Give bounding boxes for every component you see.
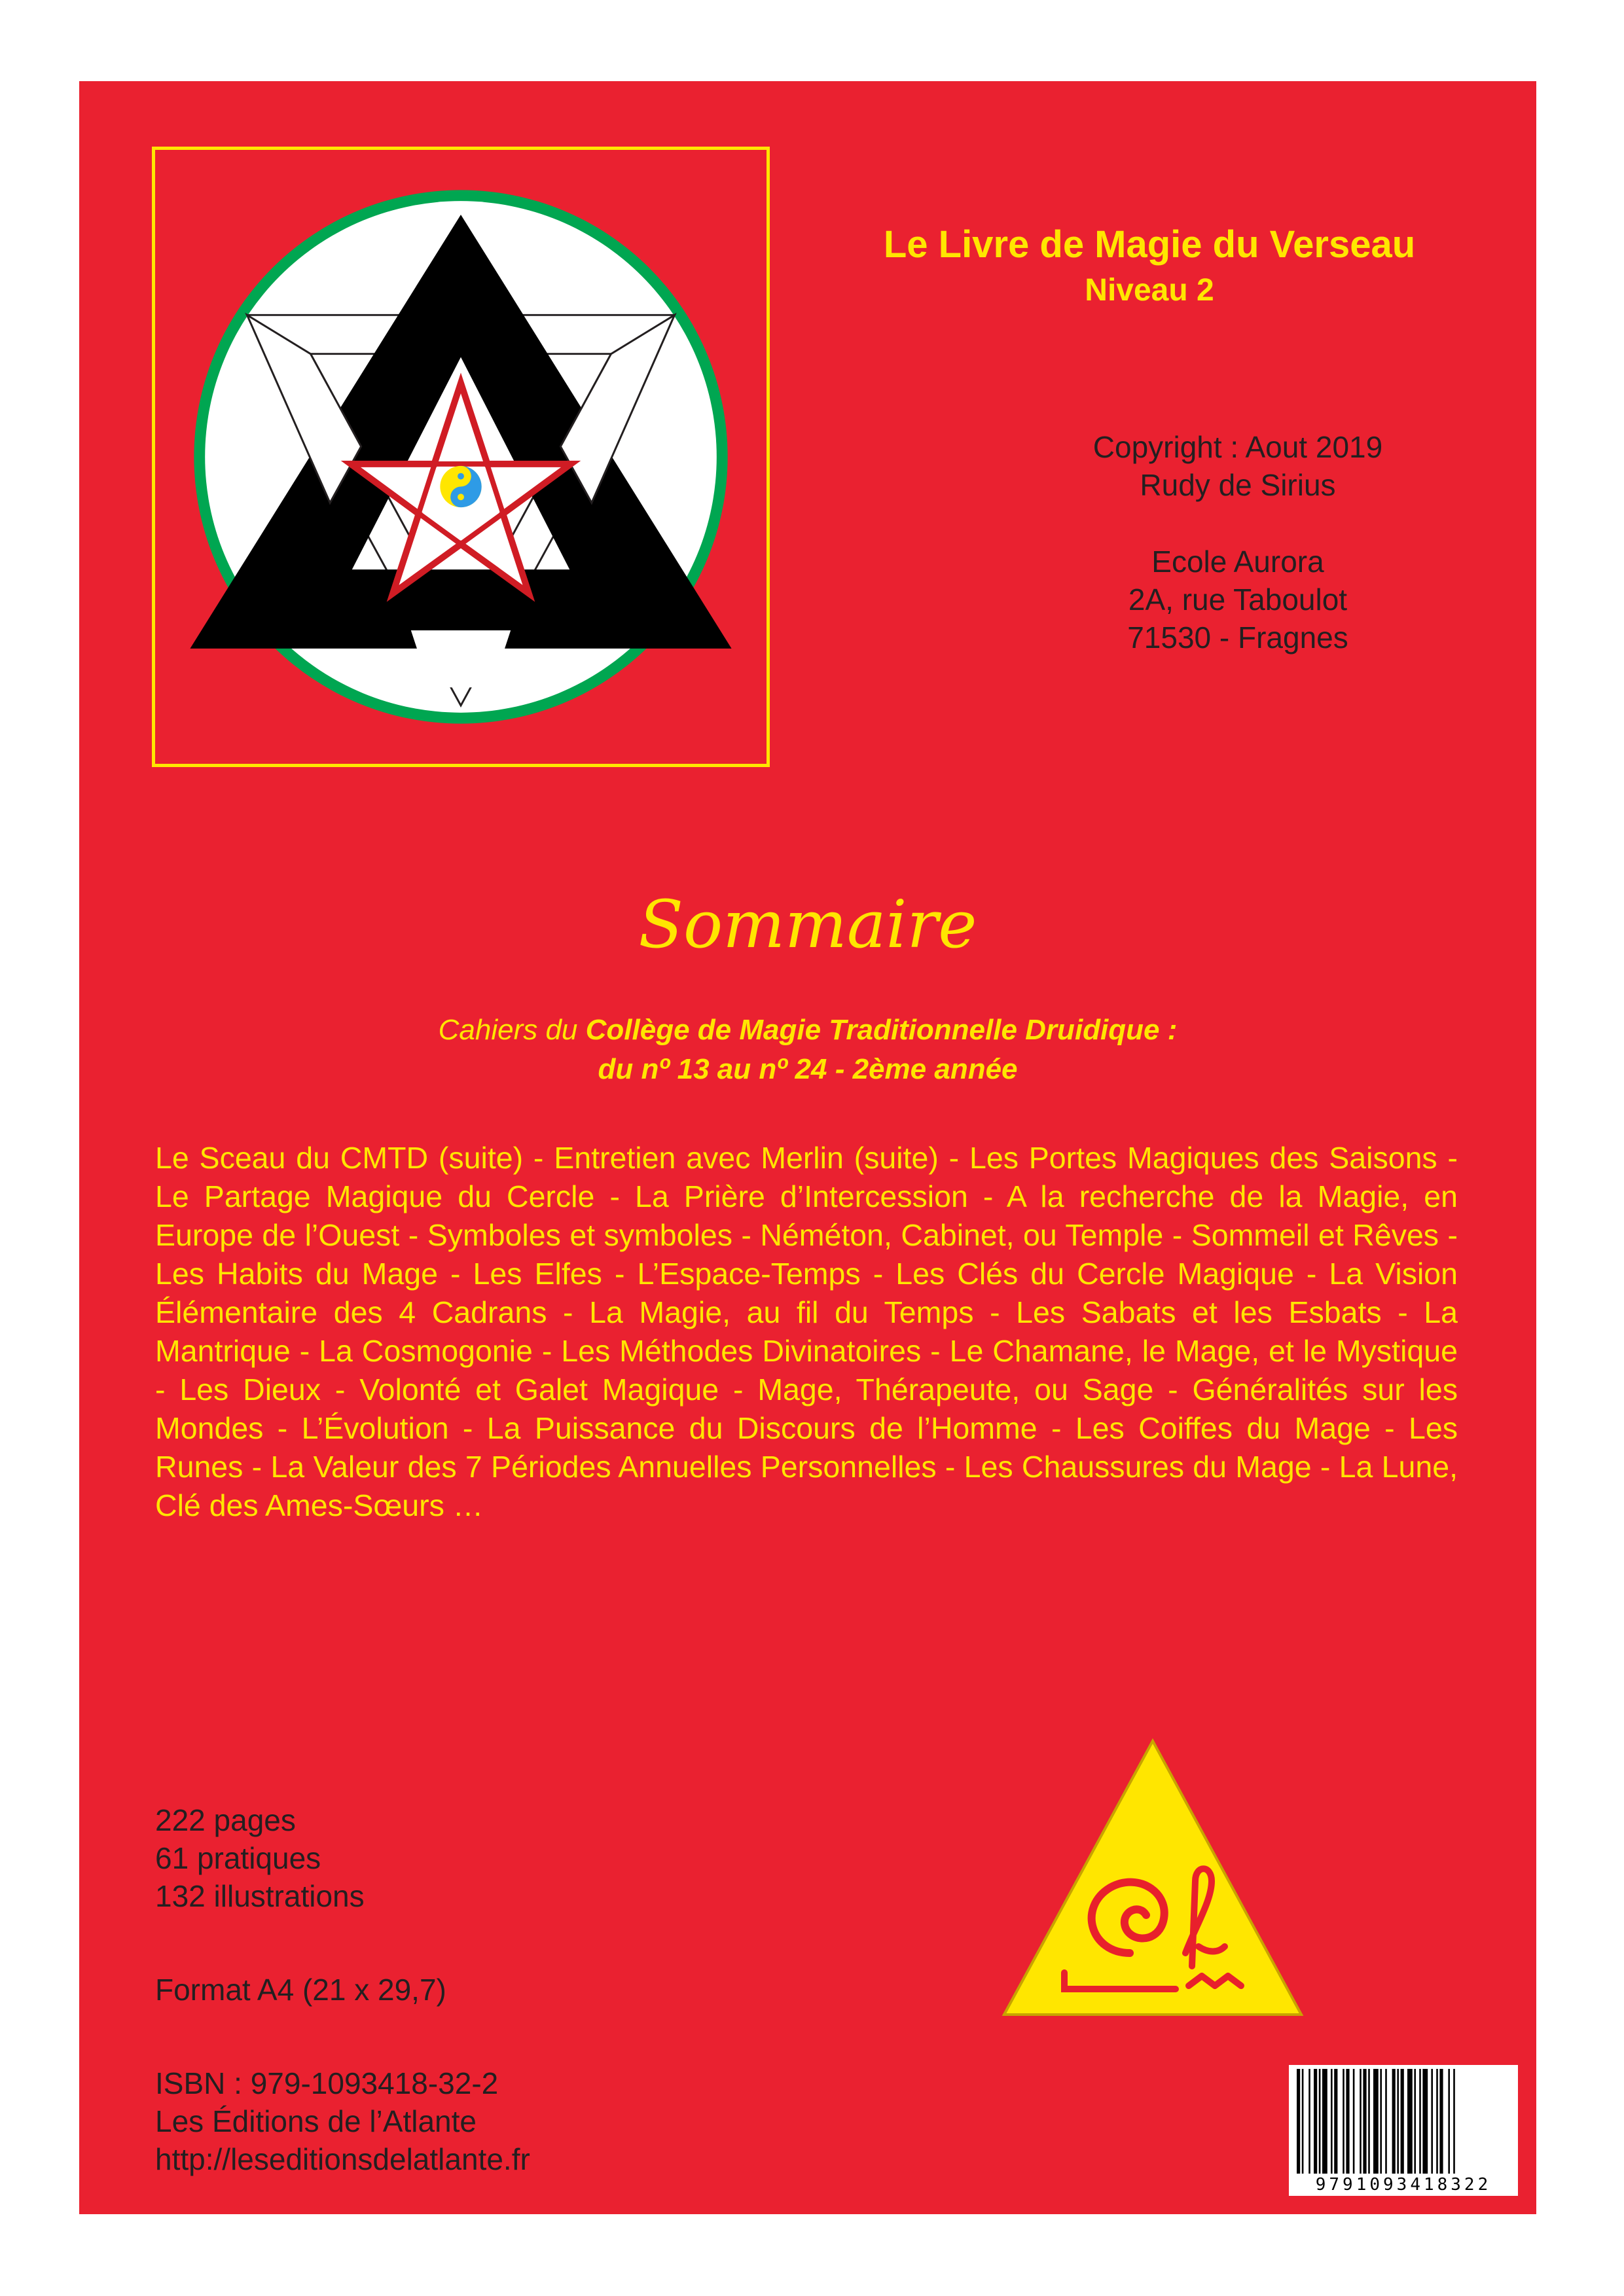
barcode-bar	[1439, 2069, 1443, 2174]
barcode-bar	[1343, 2069, 1344, 2174]
barcode-bar	[1414, 2069, 1416, 2174]
publisher-url: http://leseditionsdelatlante.fr	[155, 2142, 530, 2176]
barcode-bar	[1322, 2069, 1327, 2174]
stats-block	[155, 1801, 365, 1915]
barcode-bar	[1360, 2069, 1362, 2174]
barcode-bar	[1453, 2069, 1455, 2174]
barcode-bar	[1334, 2069, 1337, 2174]
summary-text: Le Sceau du CMTD (suite) - Entretien avec Merlin (suite) - Les Portes Magiques des Saisons - Le Partage Magique du Cercle - La Prière d’Intercession - A la recherche de la Magie, en Europe de l’Ouest - Symboles et symboles - Néméton, Cabinet, ou Temple - Sommeil et Rêves - Les Habits du Mage - Les Elfes - L’Espace-Temps - Les Clés du Cercle Magique - La Vision Élémentaire des 4 Cadrans - La Magie, au fil du Temps - Les Sabats et les Esbats - La Mantrique - La Cosmogonie - Les Méthodes Divinatoires - Le Chamane, le Mage, et le Mystique - Les Dieux - Volonté et Galet Magique - Mage, Thérapeute, ou Sage - Généralités sur les Mondes - L’Évolution - La Puissance du Discours de l’Homme - Les Coiffes du Mage - Les Runes - La Valeur des 7 Périodes Annuelles Personnelles - Les Chaussures du Mage - La Lune, Clé des Ames-Sœurs …	[155, 1141, 1458, 1522]
barcode-bars	[1294, 2069, 1513, 2174]
copyright-block	[917, 428, 1559, 504]
publisher-block	[155, 2064, 530, 2178]
book-subtitle: Niveau 2	[1085, 273, 1214, 308]
barcode-bar	[1302, 2069, 1304, 2174]
barcode-bar	[1407, 2069, 1413, 2174]
illustrations-count: 132 illustrations	[155, 1879, 365, 1913]
back-cover	[79, 81, 1536, 2214]
barcode-bar	[1380, 2069, 1382, 2174]
barcode-bar	[1431, 2069, 1433, 2174]
isbn-barcode	[1289, 2065, 1518, 2196]
cahiers-line	[79, 1011, 1536, 1050]
barcode-bar	[1346, 2069, 1349, 2174]
barcode-bar	[1448, 2069, 1450, 2174]
school-name: Ecole Aurora	[1151, 545, 1324, 579]
barcode-bar	[1419, 2069, 1421, 2174]
emblem-frame	[152, 147, 770, 767]
barcode-bar	[1308, 2069, 1310, 2174]
street-address: 2A, rue Taboulot	[1128, 583, 1348, 617]
barcode-bar	[1436, 2069, 1438, 2174]
barcode-bar	[1331, 2069, 1333, 2174]
atlante-triangle-spiral-logo-icon	[999, 1737, 1307, 2018]
cahiers-prefix: Cahiers du	[438, 1014, 586, 1046]
copyright-date: Copyright : Aout 2019	[1092, 430, 1383, 464]
barcode-bar	[1368, 2069, 1370, 2174]
barcode-bar	[1373, 2069, 1379, 2174]
book-title: Le Livre de Magie du Verseau	[883, 223, 1416, 266]
college-name: Collège de Magie Traditionnelle Druidique :	[585, 1014, 1178, 1046]
barcode-bar	[1397, 2069, 1399, 2174]
format-text: Format A4 (21 x 29,7)	[155, 1973, 446, 2007]
barcode-bar	[1353, 2069, 1355, 2174]
barcode-bar	[1422, 2069, 1428, 2174]
publisher-name: Les Éditions de l’Atlante	[155, 2104, 477, 2138]
barcode-bar	[1385, 2069, 1387, 2174]
barcode-bar	[1297, 2069, 1300, 2174]
page-count: 222 pages	[155, 1803, 296, 1837]
pratiques-count: 61 pratiques	[155, 1841, 321, 1875]
barcode-number: 9791093418322	[1315, 2175, 1492, 2195]
barcode-bar	[1319, 2069, 1321, 2174]
postal-city: 71530 - Fragnes	[1127, 620, 1348, 655]
isbn-text: ISBN : 979-1093418-32-2	[155, 2066, 499, 2100]
cahiers-range: du nº 13 au nº 24 - 2ème année	[598, 1053, 1018, 1085]
author-name: Rudy de Sirius	[1140, 468, 1336, 502]
barcode-bar	[1392, 2069, 1396, 2174]
hexagram-pentagram-emblem-icon	[155, 150, 767, 764]
sommaire-heading: Sommaire	[638, 886, 977, 963]
barcode-bar	[1363, 2069, 1366, 2174]
barcode-bar	[1314, 2069, 1317, 2174]
address-block	[917, 543, 1559, 656]
barcode-bar	[1401, 2069, 1404, 2174]
